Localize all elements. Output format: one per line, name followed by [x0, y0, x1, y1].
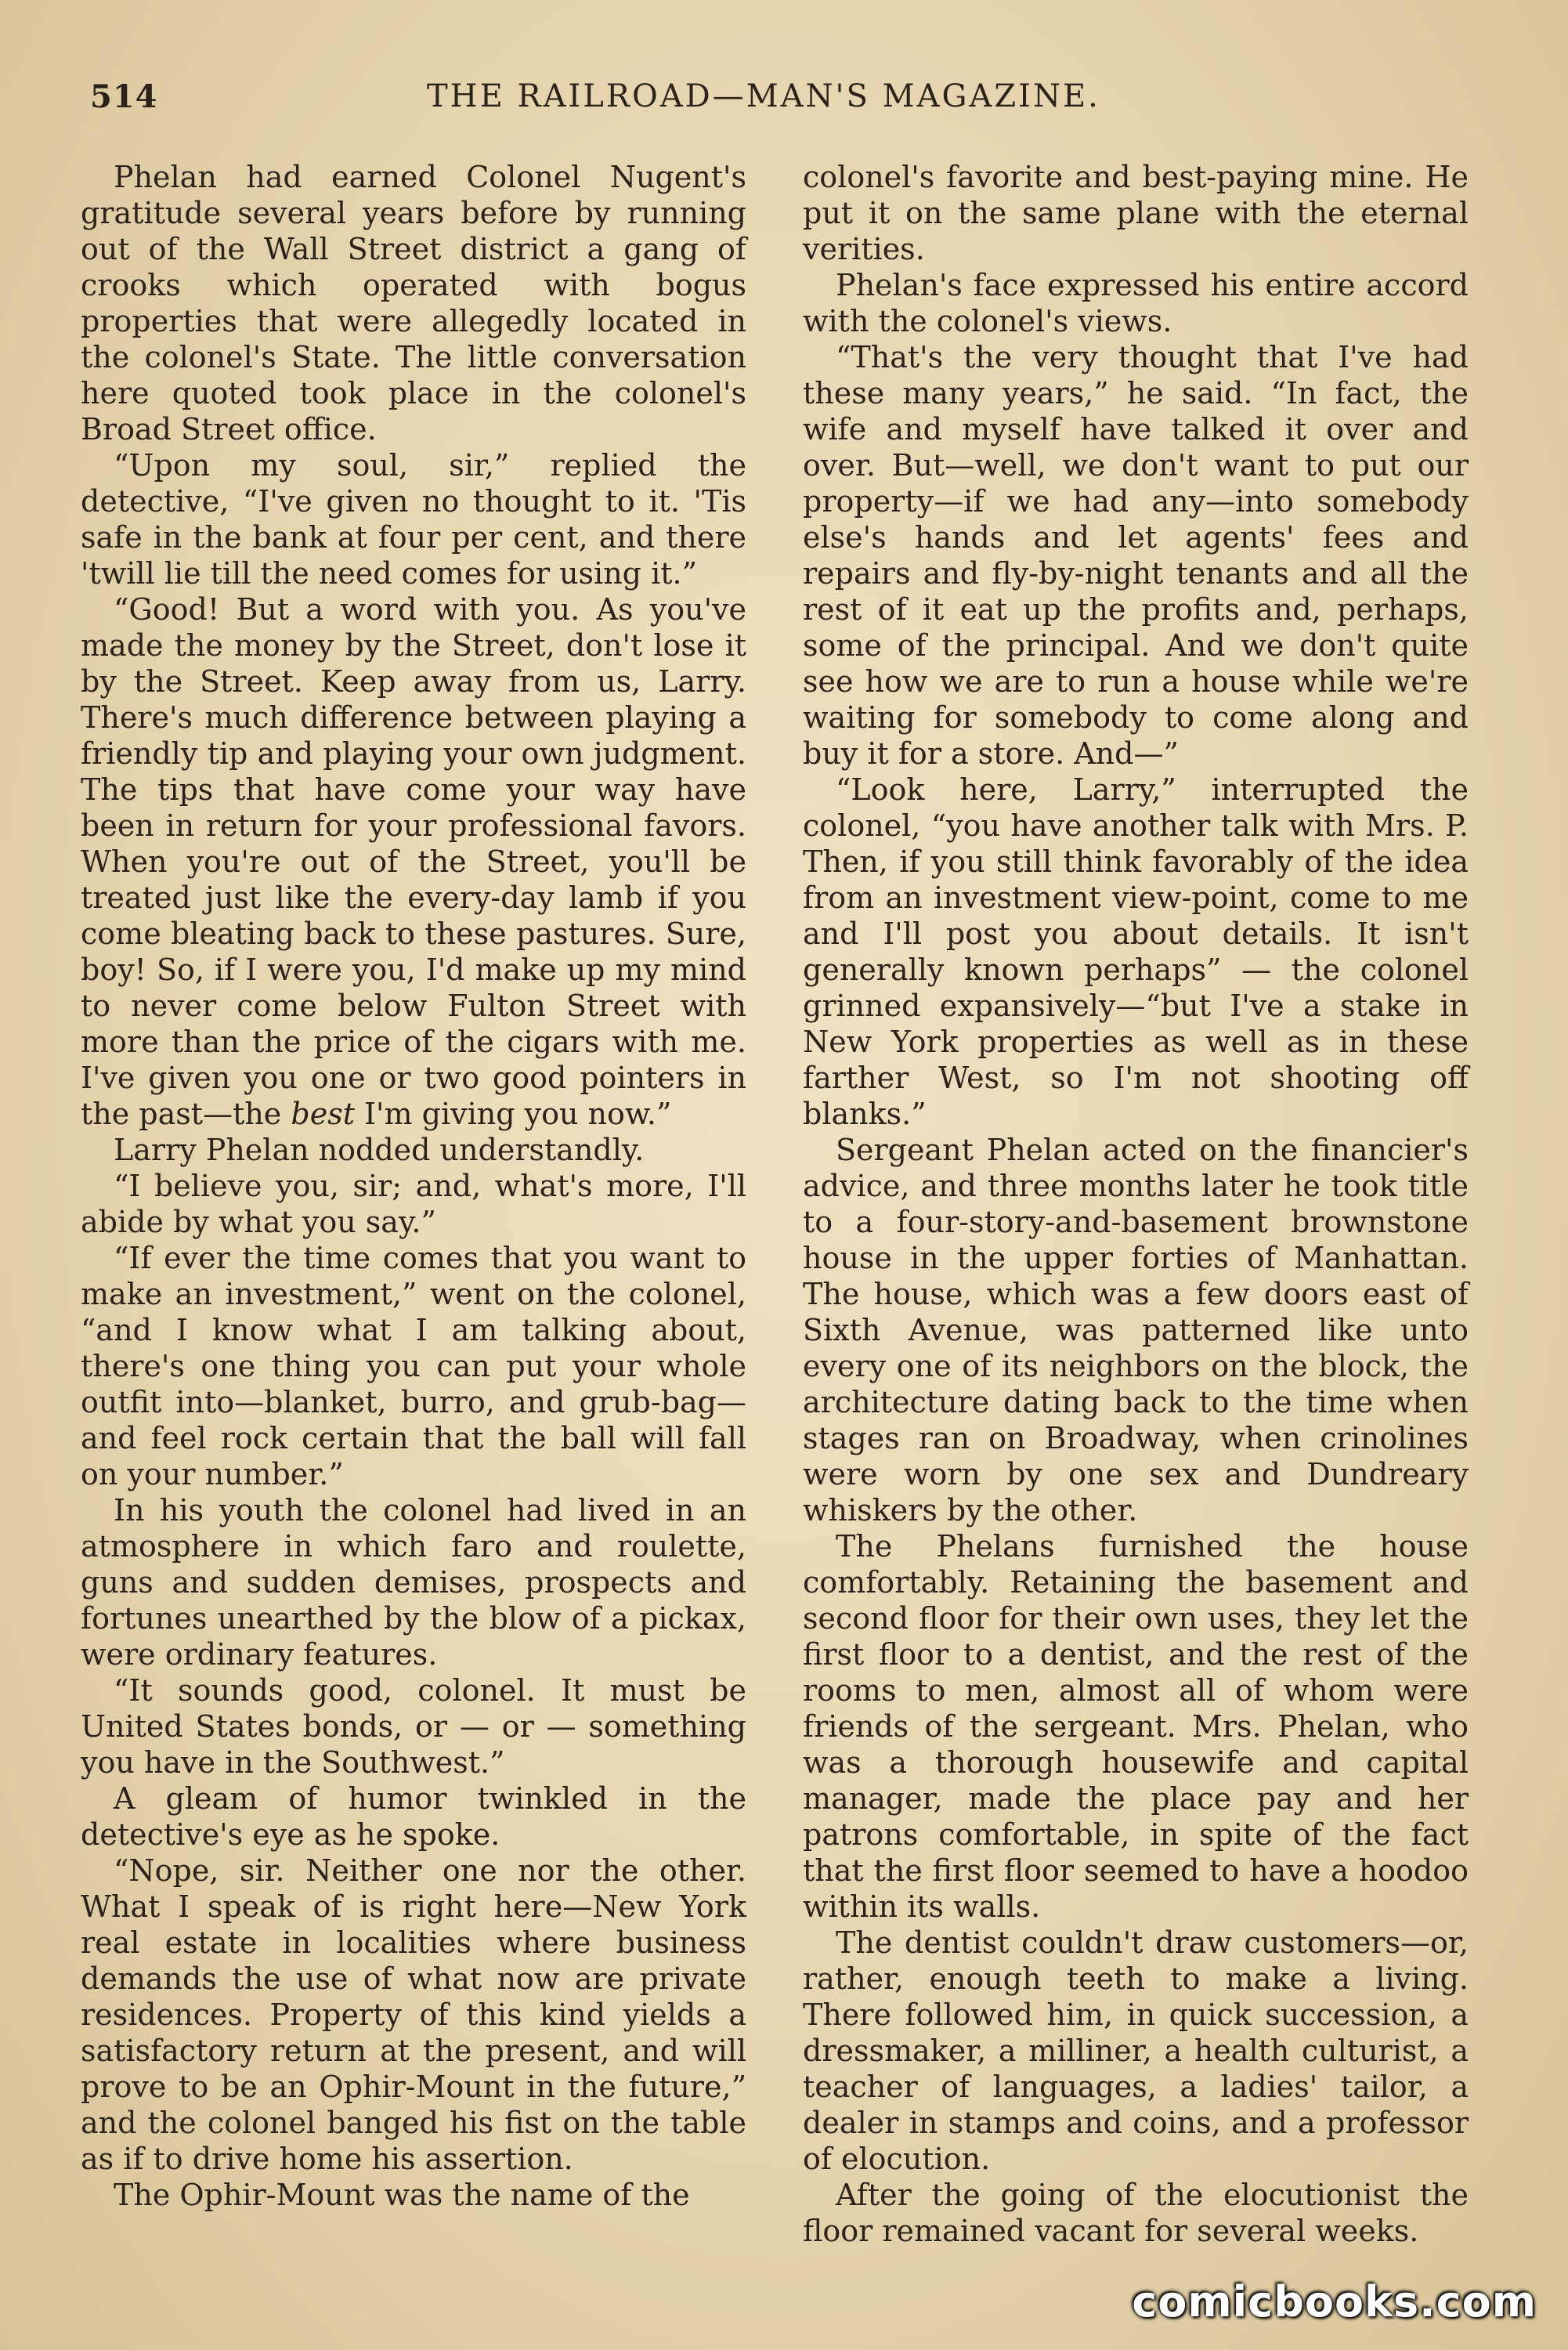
paragraph: “If ever the time comes that you want to make an investment,” went on the colonel, “and I know what I am talking about, there's one thing you can put your whole outfit into—blanket, burro, and grub-bag—and feel rock certain that the ball will fall on your number.” — [81, 1241, 746, 1491]
page-number: 514 — [90, 78, 158, 115]
paragraph: “That's the very thought that I've had these many years,” he said. “In fact, the wife and myself have talked it over and over. But—well, we don't want to put our property—if we had any—into somebody else's hands and let agents' fees and repairs and fly-by-night tenants and all the rest of it eat up the profits and, perhaps, some of the principal. And we don't quite see how we are to run a house while we're waiting for somebody to come along and buy it for a store. And—” — [803, 340, 1469, 771]
paragraph: “It sounds good, colonel. It must be United States bonds, or — or — something you have in the Southwest.” — [81, 1673, 746, 1780]
paragraph: A gleam of humor twinkled in the detective's eye as he spoke. — [81, 1781, 746, 1852]
paragraph: After the going of the elocutionist the floor remained vacant for several weeks. — [803, 2178, 1469, 2248]
left-column — [81, 159, 746, 2213]
paragraph: Sergeant Phelan acted on the financier's advice, and three months later he took title to a four-story-and-basement brownstone house in the upper forties of Manhattan. The house, which was a few doors east of Sixth Avenue, was patterned like unto every one of its neighbors on the block, the architecture dating back to the time when stages ran on Broadway, when crinolines were worn by one sex and Dundreary whiskers by the other. — [803, 1133, 1469, 1528]
running-title: THE RAILROAD—MAN'S MAGAZINE. — [427, 78, 1100, 114]
paragraph: “I believe you, sir; and, what's more, I'll abide by what you say.” — [81, 1169, 746, 1239]
paragraph: Phelan had earned Colonel Nugent's gratitude several years before by running out of the Wall Street district a gang of crooks which operated with bogus properties that were allegedly located in the colonel's State. The little conversation here quoted took place in the colonel's Broad Street office. — [81, 160, 746, 446]
watermark-logo: comicbooks.com — [1132, 2277, 1537, 2326]
paragraph: Larry Phelan nodded understandly. — [114, 1133, 645, 1167]
right-column — [803, 159, 1469, 2249]
paragraph: “Good! But a word with you. As you've made the money by the Street, don't lose it by the Street. Keep away from us, Larry. There's much difference between playing a friendly tip and playing your own judgment. The tips that have come your way have been in return for your professional favors. When you're out of the Street, you'll be treated just like the every-day lamb if you come bleating back to these pastures. Sure, boy! So, if I were you, I'd make up my mind to never come below Fulton Street with more than the price of the cigars with me. I've given you one or two good pointers in the past—the best I'm giving you now.” — [81, 592, 746, 1131]
paragraph: In his youth the colonel had lived in an atmosphere in which faro and roulette, guns and sudden demises, prospects and fortunes unearthed by the blow of a pickax, were ordinary features. — [81, 1493, 746, 1672]
emphasis: best — [291, 1097, 355, 1131]
paragraph: The dentist couldn't draw customers—or, rather, enough teeth to make a living. There followed him, in quick succession, a dressmaker, a milliner, a health culturist, a teacher of languages, a ladies' tailor, a dealer in stamps and coins, and a professor of elocution. — [803, 1925, 1469, 2176]
paragraph: Phelan's face expressed his entire accord with the colonel's views. — [803, 268, 1469, 338]
paragraph: The Ophir-Mount was the name of the — [114, 2178, 690, 2212]
paragraph: “Look here, Larry,” interrupted the colonel, “you have another talk with Mrs. P. Then, if you still think favorably of the idea from an investment view-point, come to me and I'll post you about details. It isn't generally known perhaps” — the colonel grinned expansively—“but I've a stake in New York properties as well as in these farther West, so I'm not shooting off blanks.” — [803, 772, 1469, 1131]
paragraph: “Upon my soul, sir,” replied the detective, “I've given no thought to it. 'Tis safe in the bank at four per cent, and there 'twill lie till the need comes for using it.” — [81, 448, 746, 591]
page-header — [90, 78, 1474, 125]
paragraph: colonel's favorite and best-paying mine. He put it on the same plane with the eternal verities. — [803, 160, 1469, 266]
paragraph: The Phelans furnished the house comfortably. Retaining the basement and second floor for their own uses, they let the first floor to a dentist, and the rest of the rooms to men, almost all of whom were friends of the sergeant. Mrs. Phelan, who was a thorough housewife and capital manager, made the place pay and her patrons comfortable, in spite of the fact that the first floor seemed to have a hoodoo within its walls. — [803, 1529, 1469, 1924]
paragraph: “Nope, sir. Neither one nor the other. What I speak of is right here—New York real estate in localities where business demands the use of what now are private residences. Property of this kind yields a satisfactory return at the present, and will prove to be an Ophir-Mount in the future,” and the colonel banged his fist on the table as if to drive home his assertion. — [81, 1853, 746, 2176]
